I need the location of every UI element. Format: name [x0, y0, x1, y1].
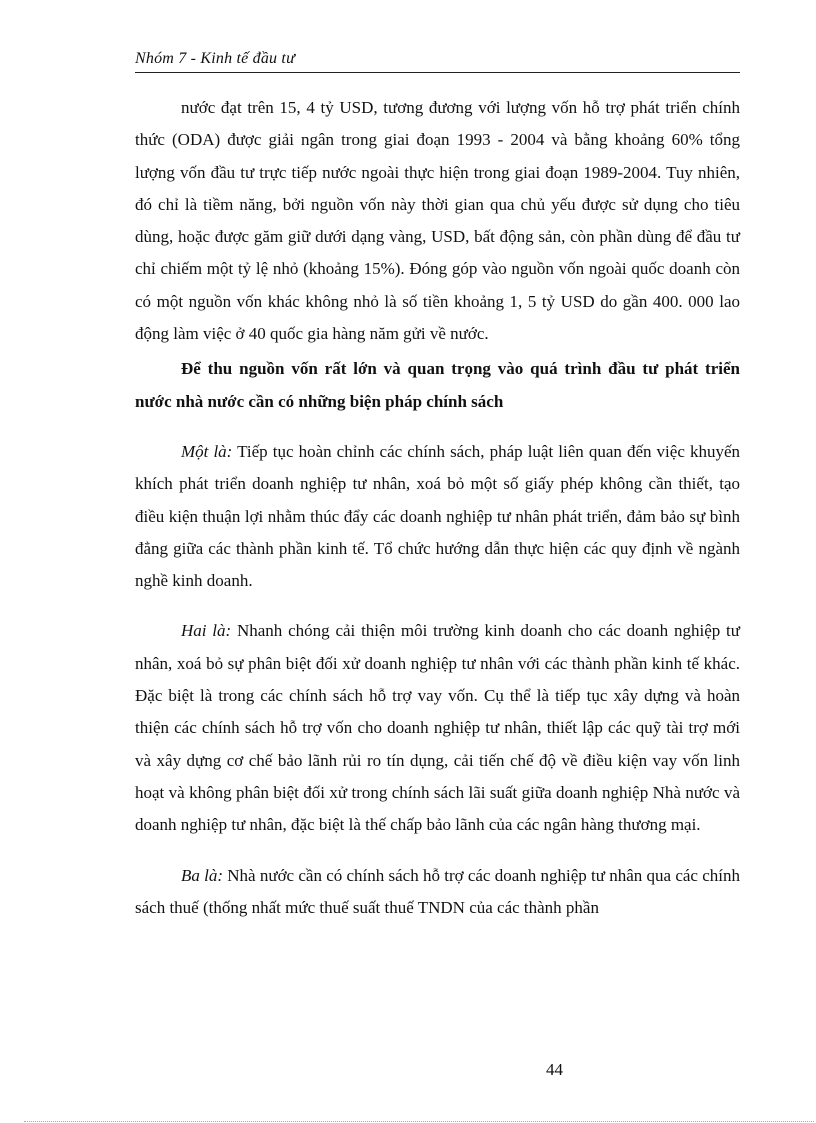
- bold-heading-paragraph: Để thu nguồn vốn rất lớn và quan trọng vào quá trình đầu tư phát triển nước nhà nước cần có những biện pháp chính sách: [135, 359, 740, 411]
- header-title: Nhóm 7 - Kinh tế đầu tư: [135, 50, 295, 67]
- paragraph-lead: Ba là:: [181, 865, 224, 885]
- paragraph-spacer: [135, 597, 740, 615]
- document-body: [135, 92, 740, 924]
- paragraph-spacer: [135, 418, 740, 436]
- bottom-dotted-rule: [24, 1121, 814, 1122]
- paragraph-text: Tiếp tục hoàn chỉnh các chính sách, pháp luật liên quan đến việc khuyến khích phát triển doanh nghiệp tư nhân, xoá bỏ một số giấy phép không cần thiết, tạo điều kiện thuận lợi nhằm thúc đẩy các doanh nghiệp tư nhân phát triển, đảm bảo sự bình đẳng giữa các thành phần kinh tế. Tổ chức hướng dẫn thực hiện các quy định về ngành nghề kinh doanh.: [135, 441, 740, 591]
- paragraph: [135, 436, 740, 597]
- paragraph: nước đạt trên 15, 4 tỷ USD, tương đương với lượng vốn hỗ trợ phát triển chính thức (ODA) được giải ngân trong giai đoạn 1993 - 2004 và bằng khoảng 60% tổng lượng vốn đầu tư trực tiếp nước ngoài thực hiện trong giai đoạn 1989-2004. Tuy nhiên, đó chỉ là tiềm năng, bởi nguồn vốn này thời gian qua chủ yếu được sử dụng cho tiêu dùng, hoặc được găm giữ dưới dạng vàng, USD, bất động sản, còn phần dùng để đầu tư chỉ chiếm một tỷ lệ nhỏ (khoảng 15%). Đóng góp vào nguồn vốn ngoài quốc doanh còn có một nguồn vốn khác không nhỏ là số tiền khoảng 1, 5 tỷ USD do gần 400. 000 lao động làm việc ở 40 quốc gia hàng năm gửi về nước.: [135, 98, 740, 344]
- page-header: [135, 48, 740, 73]
- paragraph: [135, 615, 740, 841]
- paragraph-text: Nhà nước cần có chính sách hỗ trợ các doanh nghiệp tư nhân qua các chính sách thuế (thống nhất mức thuế suất thuế TNDN của các thành phần: [135, 865, 740, 917]
- paragraph-lead: Một là:: [181, 441, 233, 461]
- paragraph-spacer: [135, 842, 740, 860]
- paragraph-text: Nhanh chóng cải thiện môi trường kinh doanh cho các doanh nghiệp tư nhân, xoá bỏ sự phân biệt đối xử doanh nghiệp tư nhân với các thành phần kinh tế khác. Đặc biệt là trong các chính sách hỗ trợ vay vốn. Cụ thể là tiếp tục xây dựng và hoàn thiện các chính sách hỗ trợ vốn cho doanh nghiệp tư nhân, thiết lập các quỹ tài trợ mới và xây dựng cơ chế bảo lãnh rủi ro tín dụng, cải tiến chế độ về điều kiện vay vốn linh hoạt và không phân biệt đối xử trong chính sách lãi suất giữa doanh nghiệp Nhà nước và doanh nghiệp tư nhân, đặc biệt là thế chấp bảo lãnh của các ngân hàng thương mại.: [135, 621, 740, 835]
- paragraph: [135, 860, 740, 925]
- paragraph-lead: Hai là:: [181, 621, 232, 641]
- page-number: 44: [546, 1060, 563, 1079]
